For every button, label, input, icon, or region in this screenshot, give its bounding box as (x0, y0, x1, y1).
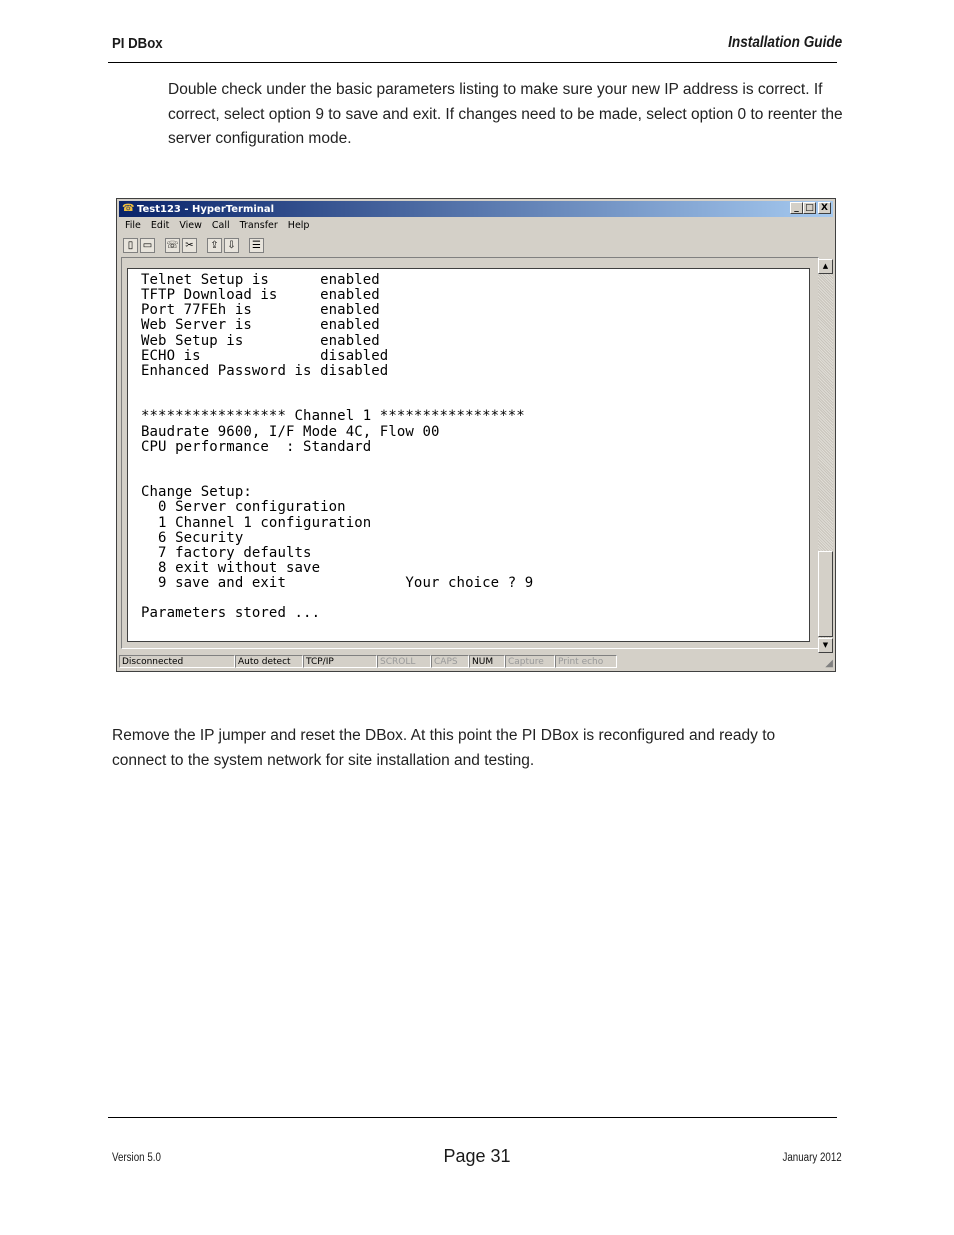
menu-call[interactable]: Call (211, 220, 230, 231)
menu-transfer[interactable]: Transfer (239, 220, 278, 231)
menu-edit[interactable]: Edit (150, 220, 170, 231)
hyperterminal-window (116, 198, 836, 672)
toolbar (121, 235, 264, 255)
menu-view[interactable]: View (179, 220, 202, 231)
intro-paragraph: Double check under the basic parameters listing to make sure your new IP address is correct. If correct, select option 9 to save and exit. If changes need to be made, select option 0 to reenter the server configuration mode. (168, 81, 843, 147)
vertical-scrollbar[interactable] (818, 259, 833, 653)
menu-bar (121, 218, 309, 233)
terminal-screen[interactable] (127, 268, 810, 642)
title-bar[interactable] (119, 201, 833, 217)
footer-rule (108, 1117, 837, 1118)
send-icon[interactable]: ⇪ (207, 238, 222, 253)
terminal-frame (121, 257, 819, 649)
scroll-thumb[interactable] (818, 551, 833, 637)
window-controls (790, 202, 831, 214)
minimize-button[interactable]: _ (790, 202, 803, 214)
status-scroll: SCROLL (377, 655, 431, 668)
menu-file[interactable]: File (125, 220, 141, 231)
footer-date: January 2012 (782, 1152, 842, 1164)
status-num: NUM (469, 655, 505, 668)
new-icon[interactable]: ▯ (123, 238, 138, 253)
maximize-button[interactable]: □ (803, 202, 816, 214)
header-doc-title: Installation Guide (727, 34, 842, 51)
close-button[interactable]: X (818, 202, 831, 214)
scroll-up-icon[interactable]: ▲ (818, 259, 833, 274)
window-title: Test123 - HyperTerminal (137, 203, 275, 215)
scroll-down-icon[interactable]: ▼ (818, 638, 833, 653)
terminal-output: Telnet Setup is enabled TFTP Download is enabled Port 77FEh is enabled Web Server is enabled Web Setup is enabled ECHO is disabled Enhanced Password is disabled ***************** Channel 1 ***************** Baudrate 9600, I/F Mode 4C, Flow 00 CPU performance : Standard Change Setup: 0 Server configuration 1 Channel 1 configuration 6 Security 7 factory defaults 8 exit without save 9 save and exit Your choice ? 9 Parameters stored ... (141, 272, 534, 622)
menu-help[interactable]: Help (287, 220, 310, 231)
status-print-echo: Print echo (555, 655, 617, 668)
status-capture: Capture (505, 655, 555, 668)
header-rule (108, 62, 837, 63)
call-icon[interactable]: ☏ (166, 239, 179, 251)
footer-page-number: Page 31 (443, 1146, 511, 1166)
receive-icon[interactable]: ⇩ (224, 238, 239, 253)
open-icon[interactable]: ▭ (140, 238, 155, 253)
status-bar (119, 655, 833, 670)
status-connection: Disconnected (119, 655, 235, 668)
status-detect: Auto detect (235, 655, 303, 668)
closing-paragraph: Remove the IP jumper and reset the DBox. At this point the PI DBox is reconfigured and ready to connect to the system network for site installation and testing. (112, 727, 776, 769)
header-product: PI DBox (112, 35, 163, 52)
disconnect-icon[interactable]: ✂ (182, 238, 197, 253)
phone-icon: ☎ (122, 203, 135, 214)
status-protocol: TCP/IP (303, 655, 377, 668)
footer-version: Version 5.0 (112, 1152, 161, 1164)
properties-icon[interactable]: ☰ (249, 238, 264, 253)
status-caps: CAPS (431, 655, 469, 668)
resize-grip-icon[interactable]: ◢ (825, 658, 833, 669)
